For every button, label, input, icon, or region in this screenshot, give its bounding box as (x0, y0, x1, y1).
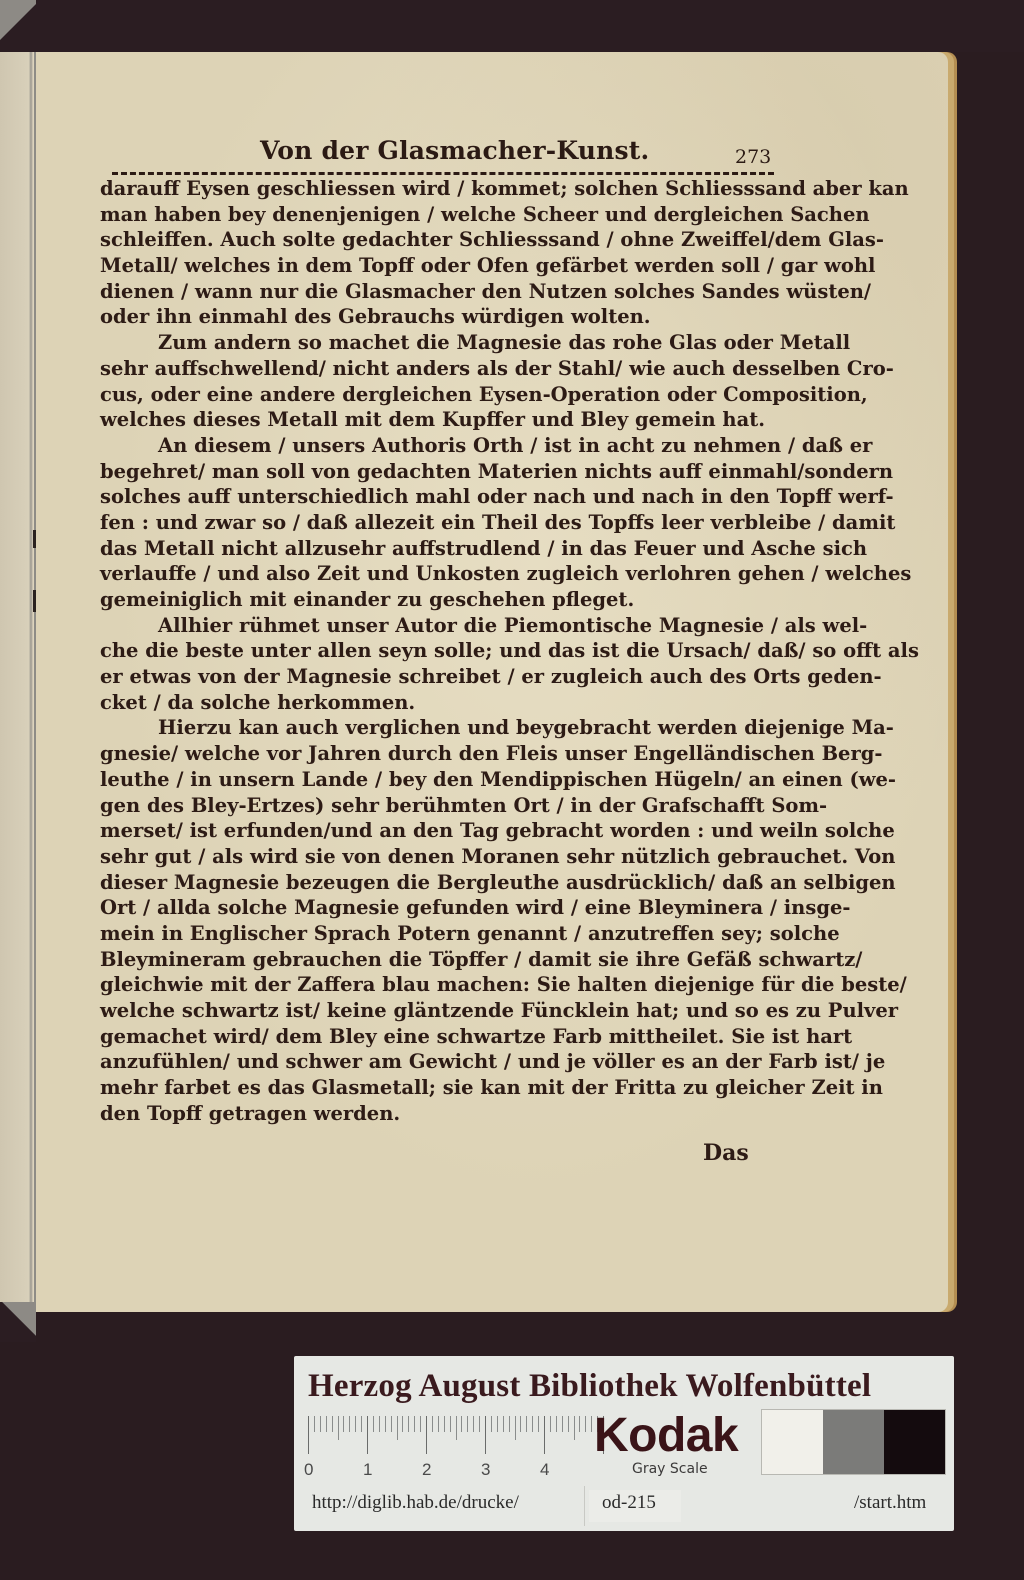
gray-swatch (884, 1410, 945, 1474)
ruler-tick (509, 1416, 510, 1432)
ruler-label: 2 (422, 1460, 432, 1479)
text-line: An diesem / unsers Authoris Orth / ist in acht zu nehmen / daß er (158, 433, 873, 457)
text-line: oder ihn einmahl des Gebrauchs würdigen wolten. (100, 305, 651, 329)
text-line: cket / da solche herkommen. (100, 690, 416, 714)
text-line: sehr gut / als wird sie von denen Moranen sehr nützlich gebrauchet. Von (100, 844, 896, 868)
ruler-tick (479, 1416, 480, 1432)
ruler-tick (379, 1416, 380, 1432)
catchword: Das (703, 1140, 749, 1166)
ruler-tick (556, 1416, 557, 1432)
url-prefix: http://diglib.hab.de/drucke/ (312, 1492, 519, 1513)
text-line: dieser Magnesie bezeugen die Bergleuthe ausdrücklich/ daß an selbigen (100, 870, 896, 894)
ruler-tick (485, 1416, 486, 1454)
paragraph (100, 715, 907, 1126)
text-line: begehret/ man soll von gedachten Materien nichts auff einmahl/sondern (100, 459, 894, 483)
ruler-label: 1 (363, 1460, 373, 1479)
ruler-tick (585, 1416, 586, 1432)
text-line: cus, oder eine andere dergleichen Eysen-Operation oder Composition, (100, 382, 868, 406)
text-line: Bleymineram gebrauchen die Töpffer / damit sie ihre Gefäß schwartz/ (100, 947, 863, 971)
text-line: Ort / allda solche Magnesie gefunden wird / eine Bleyminera / insge- (100, 896, 851, 920)
running-head: Von der Glasmacher-Kunst. (260, 136, 650, 165)
ruler-tick (349, 1416, 350, 1432)
scan-corner-top-left (0, 0, 36, 52)
url-suffix: /start.htm (854, 1492, 927, 1513)
ruler-tick (456, 1416, 457, 1440)
ruler-tick (450, 1416, 451, 1432)
scan-background-top (0, 0, 1024, 52)
facing-page-edge (0, 52, 36, 1302)
ruler-tick (503, 1416, 504, 1432)
ruler-tick (420, 1416, 421, 1432)
text-line: anzufühlen/ und schwer am Gewicht / und je völler es an der Farb ist/ je (100, 1050, 886, 1074)
gray-scale-swatches (761, 1409, 946, 1475)
text-line: gemachet wird/ dem Bley eine schwartze Farb mittheilet. Sie ist hart (100, 1024, 853, 1048)
ruler-tick (402, 1416, 403, 1432)
gray-swatch (823, 1410, 884, 1474)
ruler-tick (414, 1416, 415, 1432)
ruler-tick (520, 1416, 521, 1432)
ruler-tick (544, 1416, 545, 1454)
ruler-tick (568, 1416, 569, 1432)
ruler-tick (391, 1416, 392, 1432)
text-line: man haben bey denenjenigen / welche Scheer und dergleichen Sachen (100, 202, 870, 226)
text-line: Allhier rühmet unser Autor die Piemontische Magnesie / als wel- (158, 613, 868, 637)
body-text (100, 176, 919, 1126)
ruler-tick (579, 1416, 580, 1432)
paragraph (100, 433, 912, 613)
paragraph (100, 613, 919, 716)
ruler-tick (461, 1416, 462, 1432)
ruler-tick (326, 1416, 327, 1432)
ruler-tick (397, 1416, 398, 1440)
paragraph (100, 330, 894, 433)
text-line: mein in Englischer Sprach Potern genannt / anzutreffen sey; solche (100, 921, 840, 945)
paragraph (100, 176, 909, 330)
text-line: schleiffen. Auch solte gedachter Schliesssand / ohne Zweiffel/dem Glas- (100, 228, 884, 252)
ruler-tick (373, 1416, 374, 1432)
text-line: gleichwie mit der Zaffera blau machen: Sie halten diejenige für die beste/ (100, 973, 907, 997)
text-line: dienen / wann nur die Glasmacher den Nutzen solches Sandes wüsten/ (100, 279, 872, 303)
text-line: das Metall nicht allzusehr auffstrudlend / in das Feuer und Asche sich (100, 536, 868, 560)
scale-ruler (308, 1416, 578, 1456)
ruler-tick (497, 1416, 498, 1432)
ruler-tick (515, 1416, 516, 1440)
ruler-tick (591, 1416, 592, 1432)
text-line: fen : und zwar so / daß allezeit ein Theil des Topffs leer verbleibe / damit (100, 510, 896, 534)
ruler-tick (314, 1416, 315, 1432)
scan-corner-bottom-left (0, 1302, 36, 1342)
ruler-tick (385, 1416, 386, 1432)
text-line: gnesie/ welche vor Jahren durch den Fleis unser Engelländischen Berg- (100, 742, 883, 766)
text-line: Hierzu kan auch verglichen und beygebracht werden diejenige Ma- (158, 716, 894, 740)
ruler-tick (355, 1416, 356, 1432)
page-number: 273 (735, 146, 772, 168)
ruler-tick (361, 1416, 362, 1432)
ruler-tick (550, 1416, 551, 1432)
ruler-tick (467, 1416, 468, 1432)
ruler-label: 4 (540, 1460, 550, 1479)
ruler-tick (432, 1416, 433, 1432)
ruler-tick (438, 1416, 439, 1432)
text-line: welches dieses Metall mit dem Kupffer und Bley gemein hat. (100, 408, 766, 432)
text-line: den Topff getragen werden. (100, 1101, 401, 1125)
text-line: mehr farbet es das Glasmetall; sie kan mit der Fritta zu gleicher Zeit in (100, 1076, 883, 1100)
card-divider (584, 1486, 585, 1526)
color-target-card (294, 1356, 954, 1531)
gray-scale-label: Gray Scale (632, 1461, 708, 1477)
ruler-tick (538, 1416, 539, 1432)
ruler-tick (532, 1416, 533, 1432)
ruler-tick (308, 1416, 309, 1454)
ruler-tick (320, 1416, 321, 1432)
ruler-tick (332, 1416, 333, 1432)
ruler-tick (426, 1416, 427, 1454)
ruler-tick (491, 1416, 492, 1432)
text-line: verlauffe / und also Zeit und Unkosten zugleich verlohren gehen / welches (100, 562, 912, 586)
ruler-tick (408, 1416, 409, 1432)
text-line: sehr auffschwellend/ nicht anders als der Stahl/ wie auch desselben Cro- (100, 356, 894, 380)
text-line: darauff Eysen geschliessen wird / kommet; solchen Schliesssand aber kan (100, 177, 909, 200)
text-line: gemeiniglich mit einander zu geschehen pfleget. (100, 588, 635, 611)
ruler-label: 0 (304, 1460, 314, 1479)
library-name: Herzog August Bibliothek Wolfenbüttel (308, 1368, 872, 1404)
ruler-tick (338, 1416, 339, 1440)
ruler-tick (526, 1416, 527, 1432)
ruler-tick (343, 1416, 344, 1432)
text-line: leuthe / in unsern Lande / bey den Mendippischen Hügeln/ an einen (we- (100, 767, 896, 791)
gray-swatch (762, 1410, 823, 1474)
ruler-tick (367, 1416, 368, 1454)
text-line: gen des Bley-Ertzes) sehr berühmten Ort / in der Grafschafft Som- (100, 793, 828, 817)
ruler-tick (562, 1416, 563, 1432)
text-line: che die beste unter allen seyn solle; und das ist die Ursach/ daß/ so offt als (100, 639, 919, 663)
ruler-label: 3 (481, 1460, 491, 1479)
text-line: Zum andern so machet die Magnesie das rohe Glas oder Metall (158, 331, 851, 355)
text-line: welche schwartz ist/ keine gläntzende Füncklein hat; und so es zu Pulver (100, 999, 899, 1022)
text-line: merset/ ist erfunden/und an den Tag gebracht worden : und weiln solche (100, 819, 895, 843)
ruler-tick (473, 1416, 474, 1432)
text-line: er etwas von der Magnesie schreibet / er zugleich auch des Orts geden- (100, 665, 882, 689)
kodak-logo: Kodak (594, 1409, 739, 1462)
text-line: solches auff unterschiedlich mahl oder nach und nach in den Topff werf- (100, 485, 894, 509)
ruler-tick (574, 1416, 575, 1440)
text-line: Metall/ welches in dem Topff oder Ofen gefärbet werden soll / gar wohl (100, 254, 876, 278)
shelfmark: od-215 (602, 1492, 656, 1513)
header-rule (112, 172, 774, 175)
ruler-tick (444, 1416, 445, 1432)
